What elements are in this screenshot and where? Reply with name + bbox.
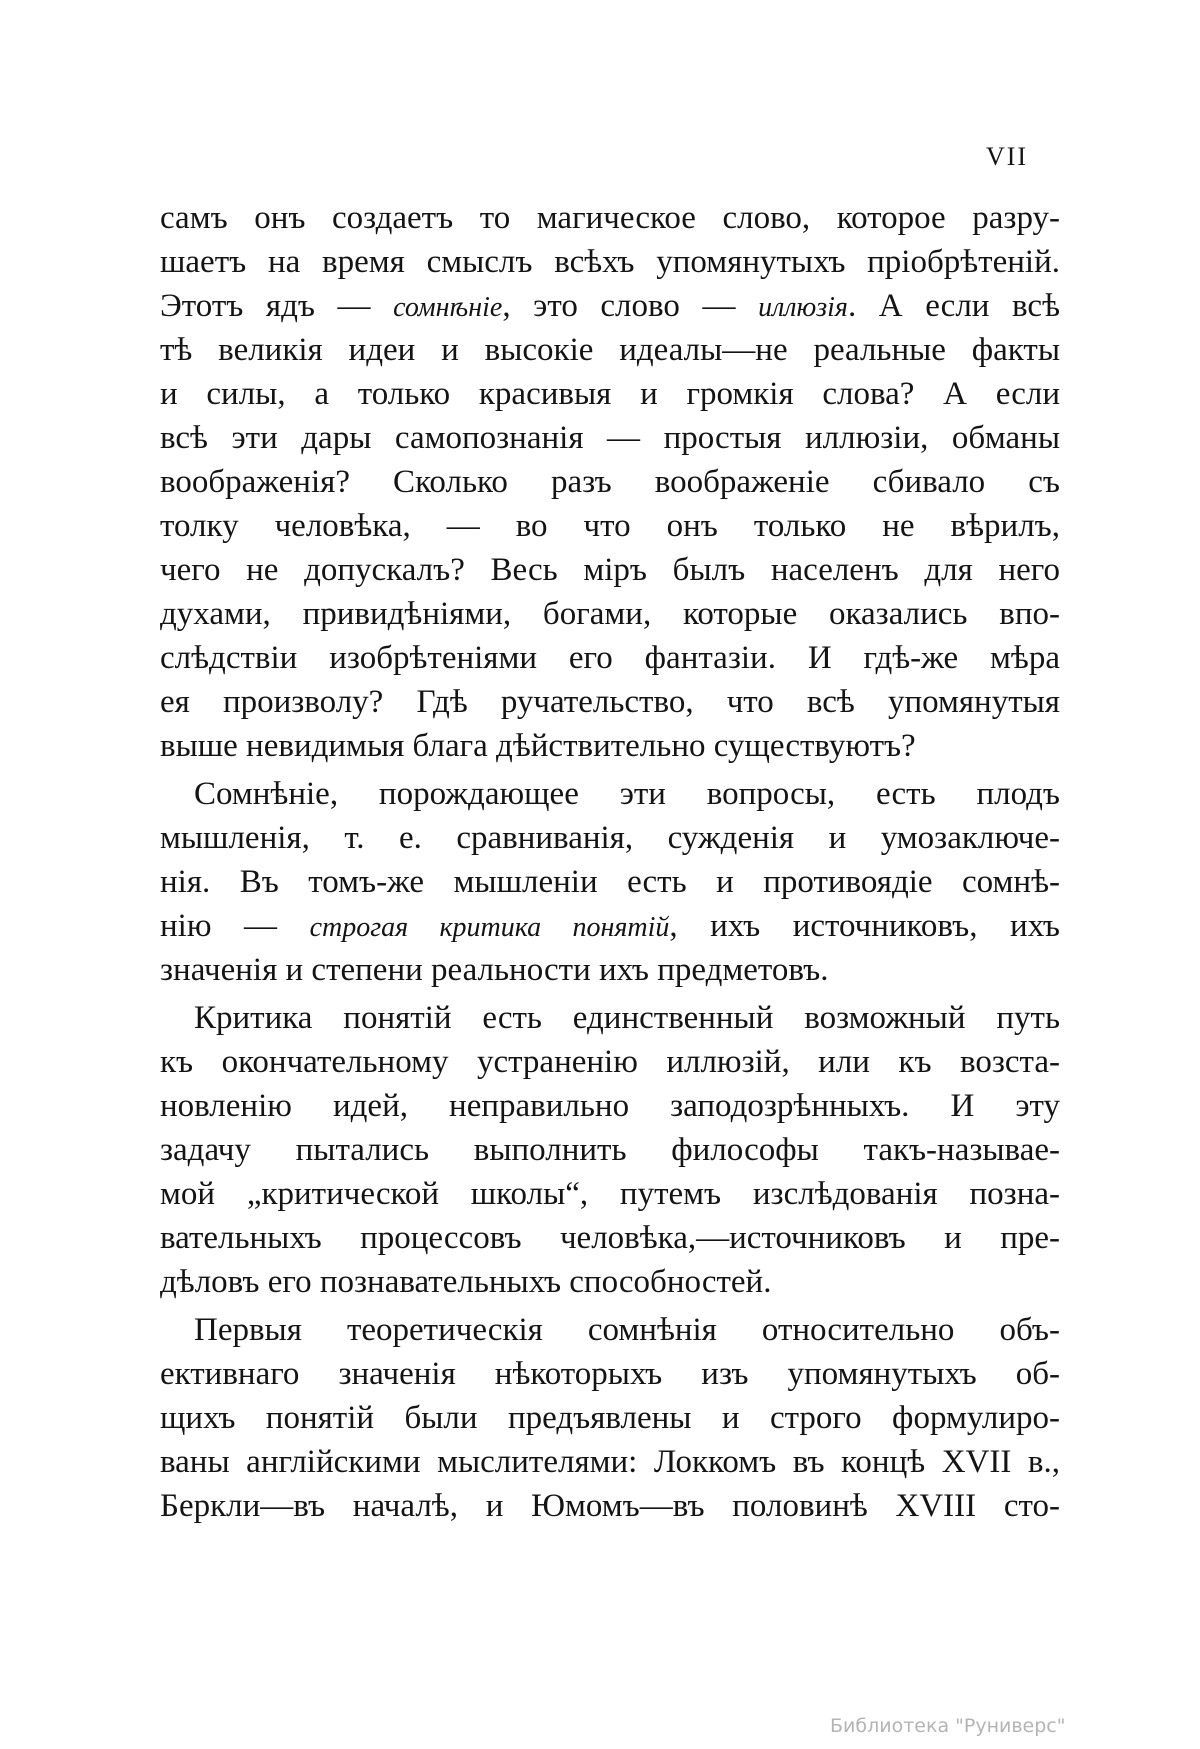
text-run: новленію идей, неправильно заподозрѣнныхъ. И эту [160, 1088, 1060, 1124]
text-run: . А если всѣ [847, 288, 1060, 324]
text-line [160, 284, 1060, 328]
text-run: Первыя теоретическія сомнѣнія относительно объ- [194, 1312, 1060, 1348]
text-line [160, 416, 1060, 460]
text-run: , ихъ источниковъ, ихъ [669, 908, 1060, 944]
text-line [160, 996, 1060, 1040]
text-run: нія. Въ томъ-же мышленіи есть и противоядіе сомнѣ- [160, 864, 1060, 900]
text-line [160, 1396, 1060, 1440]
text-run: выше невидимыя блага дѣйствительно существуютъ? [160, 728, 916, 764]
text-run: задачу пытались выполнить философы такъ-называе- [160, 1132, 1060, 1168]
text-line [160, 636, 1060, 680]
text-line [160, 948, 1060, 992]
text-run: Этотъ ядъ — [160, 288, 394, 324]
text-run: мышленія, т. е. сравниванія, сужденія и умозаключе- [160, 820, 1060, 856]
text-line [160, 240, 1060, 284]
text-run: вательныхъ процессовъ человѣка,—источниковъ и пре- [160, 1220, 1060, 1256]
text-line [160, 1128, 1060, 1172]
text-run: дѣловъ его познавательныхъ способностей. [160, 1264, 772, 1300]
text-line [160, 1308, 1060, 1352]
watermark: Библиотека "Руниверс" [830, 1715, 1066, 1737]
text-run: слѣдствіи изобрѣтеніями его фантазіи. И гдѣ-же мѣра [160, 640, 1060, 676]
text-run: нію — [160, 908, 310, 944]
text-run: духами, привидѣніями, богами, которые оказались впо- [160, 596, 1060, 632]
paragraph [160, 772, 1060, 992]
text-run: тѣ великія идеи и высокіе идеалы—не реальные факты [160, 332, 1060, 368]
text-line [160, 1172, 1060, 1216]
text-run: шаетъ на время смыслъ всѣхъ упомянутыхъ пріобрѣтеній. [160, 244, 1060, 280]
text-run: мой „критической школы“, путемъ изслѣдованія позна- [160, 1176, 1060, 1212]
paragraph [160, 996, 1060, 1304]
text-run: Сомнѣніе, порождающее эти вопросы, есть плодъ [194, 776, 1060, 812]
text-line [160, 196, 1060, 240]
text-line [160, 724, 1060, 768]
text-run: и силы, а только красивыя и громкія слова? А если [160, 376, 1060, 412]
italic-term: сомнѣніе [393, 292, 503, 323]
italic-term: иллюзія [758, 292, 848, 323]
text-line [160, 860, 1060, 904]
text-run: толку человѣка, — во что онъ только не вѣрилъ, [160, 508, 1060, 544]
text-line [160, 592, 1060, 636]
text-line [160, 680, 1060, 724]
text-line [160, 1352, 1060, 1396]
text-run: щихъ понятій были предъявлены и строго формулиро- [160, 1400, 1060, 1436]
text-line [160, 1084, 1060, 1128]
text-line [160, 460, 1060, 504]
italic-term: строгая критика понятій [309, 912, 670, 943]
text-block [160, 196, 1060, 1528]
text-line [160, 1440, 1060, 1484]
text-line [160, 1484, 1060, 1528]
text-run: , это слово — [502, 288, 759, 324]
text-run: ваны англійскими мыслителями: Локкомъ въ концѣ XVII в., [160, 1444, 1060, 1480]
text-line [160, 372, 1060, 416]
paragraph [160, 196, 1060, 768]
text-line [160, 1040, 1060, 1084]
text-line [160, 504, 1060, 548]
text-line [160, 772, 1060, 816]
text-line [160, 1260, 1060, 1304]
text-line [160, 1216, 1060, 1260]
text-run: къ окончательному устраненію иллюзій, или къ возста- [160, 1044, 1060, 1080]
text-run: всѣ эти дары самопознанія — простыя иллюзіи, обманы [160, 420, 1060, 456]
text-line [160, 816, 1060, 860]
text-line [160, 328, 1060, 372]
text-line [160, 904, 1060, 948]
text-run: чего не допускалъ? Весь міръ былъ населенъ для него [160, 552, 1060, 588]
text-run: Критика понятій есть единственный возможный путь [194, 1000, 1060, 1036]
paragraph [160, 1308, 1060, 1528]
text-run: ективнаго значенія нѣкоторыхъ изъ упомянутыхъ об- [160, 1356, 1060, 1392]
text-line [160, 548, 1060, 592]
text-run: значенія и степени реальности ихъ предметовъ. [160, 952, 829, 988]
text-run: ея произволу? Гдѣ ручательство, что всѣ упомянутыя [160, 684, 1060, 720]
text-run: Беркли—въ началѣ, и Юмомъ—въ половинѣ XVIII сто- [160, 1488, 1060, 1524]
text-run: воображенія? Сколько разъ воображеніе сбивало съ [160, 464, 1060, 500]
text-run: самъ онъ создаетъ то магическое слово, которое разру- [160, 200, 1060, 236]
page-number: VII [986, 142, 1029, 171]
